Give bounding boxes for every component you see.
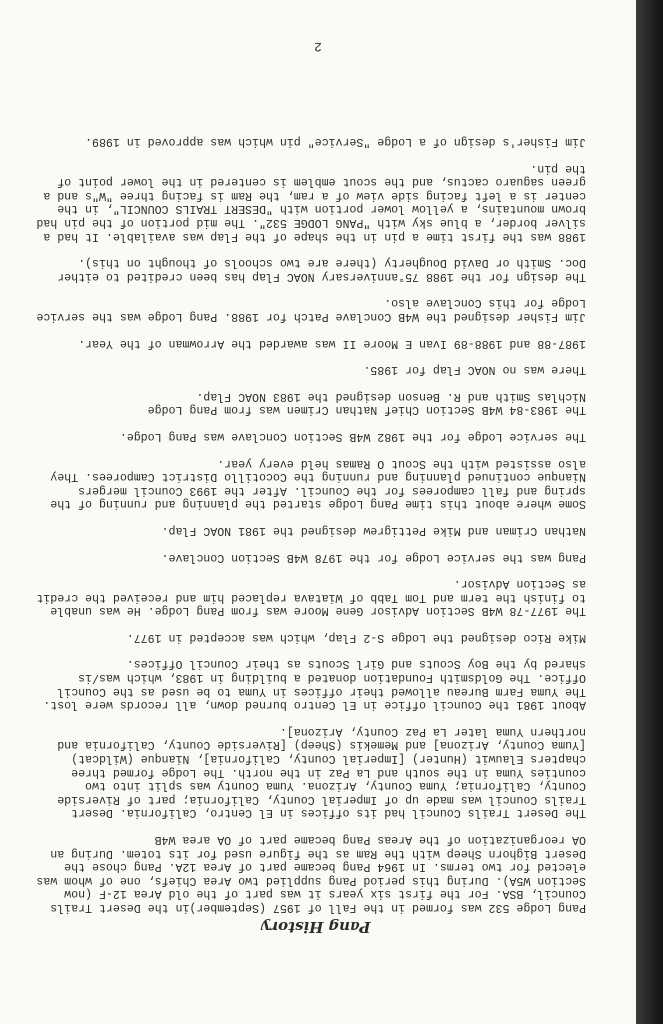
document-title: Pang History	[261, 918, 371, 936]
text-line: 1988 was the first time a pin in the shape of the Flap was available. It had a	[43, 229, 586, 243]
text-line: The 1983-84 W4B Section Chief Nathan Crimen was from Pang Lodge	[147, 403, 586, 417]
text-line: to finish the term and Tom Tabb of Wiatava replaced him and received the credit	[36, 590, 586, 604]
text-line: Mike Rico designed the Lodge S-2 Flap, which was accepted in 1977.	[126, 630, 586, 644]
paragraph	[36, 832, 586, 914]
text-line: chapters Elauwit (Hunter) [Imperial County, California], Nianque (Wildcat)	[71, 752, 586, 766]
document-body	[36, 121, 586, 936]
text-line: Doc. Smith or David Dougherty (there are two schools of thought on this).	[78, 256, 586, 270]
text-line: 1987-88 and 1988-89 Ivan E Moore II was awarded the Arrowman of the Year.	[78, 336, 586, 350]
paragraph-list	[36, 134, 586, 914]
text-line: The 1977-78 W4B Section Advisor Gene Moore was from Pang Lodge. He was unable	[50, 604, 586, 618]
text-line: Lodge for this Conclave also.	[384, 296, 586, 310]
text-line: the pin.	[530, 161, 586, 175]
paragraph	[46, 724, 586, 819]
text-line: Nichlas Smith and R. Benson designed the 1983 NOAC Flap.	[196, 389, 586, 403]
paragraph	[36, 161, 586, 243]
text-line: brown mountains, a yellow lower portion with "DESERT TRAILS COUNCIL", in the	[57, 202, 586, 216]
text-line: silver border, a blue sky with "PANG LODGE 532". The mid portion of the pin had	[36, 216, 586, 230]
paragraph	[46, 630, 586, 644]
text-line: The design for the 1988 75°anniversary NOAC Flap has been credited to either	[57, 269, 586, 283]
text-line: counties Yuma in the south and La Paz in the north. The Lodge formed three	[71, 765, 586, 779]
scanner-edge	[636, 0, 663, 1024]
text-line: shared by the Boy Scouts and Girl Scouts as their Council Offices.	[126, 657, 586, 671]
paragraph	[46, 336, 586, 350]
text-line: Pang was the service Lodge for the 1978 W4B Section Conclave.	[161, 550, 586, 564]
text-line: Some where about this time Pang Lodge started the planning and running of the	[50, 497, 586, 511]
text-line: [Yuma County, Arizona] and Memekis (Sheep) [Riverside County, California and	[57, 738, 586, 752]
text-line: The Yuma Farm Bureau allowed their offices in Yuma to be used as the Council	[57, 684, 586, 698]
paragraph	[46, 256, 586, 283]
paragraph	[36, 577, 586, 618]
page-number: 2	[314, 39, 322, 54]
text-line: Office. The Goldsmith Foundation donated a building in 1983, which was/is	[78, 671, 586, 685]
text-line: elected for two terms. In 1964 Pang became part of Area 12A. Pang chose the	[64, 860, 586, 874]
paragraph	[46, 134, 586, 148]
paragraph	[43, 657, 586, 712]
text-line: About 1981 the Council office in El Centro burned down, all records were lost.	[43, 698, 586, 712]
paragraph	[46, 523, 586, 537]
text-line: There was no NOAC Flap for 1985.	[363, 363, 586, 377]
paragraph	[46, 429, 586, 443]
text-line: Nianque continued planning and running the Cocotillo District Camporees. They	[50, 470, 586, 484]
paragraph	[46, 550, 586, 564]
text-line: as Section Advisor.	[453, 577, 586, 591]
text-line: Pang Lodge 532 was formed in the Fall of 1957 (September)in the Desert Trails	[50, 901, 586, 914]
paragraph	[46, 456, 586, 510]
paragraph	[36, 296, 586, 323]
text-line: Trails Council was made up of Imperial County, California; part of Riverside	[57, 792, 586, 806]
paragraph	[46, 389, 586, 416]
text-line: Section W5A). During this period Pang supplied two Area Chiefs, one of whom was	[36, 873, 586, 887]
paragraph	[46, 363, 586, 377]
text-line: County, California; Yuma County, Arizona. Yuma County was split into two	[85, 779, 586, 793]
text-line: OA reorganization of the Areas Pang became part of OA area W4B	[154, 833, 586, 847]
text-line: spring and fall camporees for the Council. After the 1993 Council mergers	[78, 483, 586, 497]
text-line: green saguaro cactus, and the scout emblem is centered in the lower point of	[57, 175, 586, 189]
text-line: center is a left facing side view of a ram, the Ram is facing three "W"s and a	[43, 188, 586, 202]
text-line: Jim Fisher designed the W4B Conclave Patch for 1988. Pang Lodge was the service	[36, 310, 586, 323]
text-line: Jim Fisher's design of a Lodge "Service" pin which was approved in 1989.	[85, 135, 586, 149]
text-line: The Desert Trails Council had its offices in El Centro, California. Desert	[71, 806, 586, 820]
text-line: The service Lodge for the 1982 W4B Section Conclave was Pang Lodge.	[119, 429, 586, 443]
text-line: Nathan Criman and Mike Pettigrew designed the 1981 NOAC Flap.	[161, 523, 586, 537]
text-line: Council, BSA. For the first six years it was part of the old Area 12-F (now	[64, 887, 586, 901]
text-line: northern Yuma later La Paz County, Arizona].	[279, 724, 586, 738]
text-line: Desert Bighorn Sheep with the Ram as the figure used for its totem. During an	[50, 846, 586, 860]
text-line: also assisted with the Scout O Ramas held every year.	[217, 456, 586, 470]
